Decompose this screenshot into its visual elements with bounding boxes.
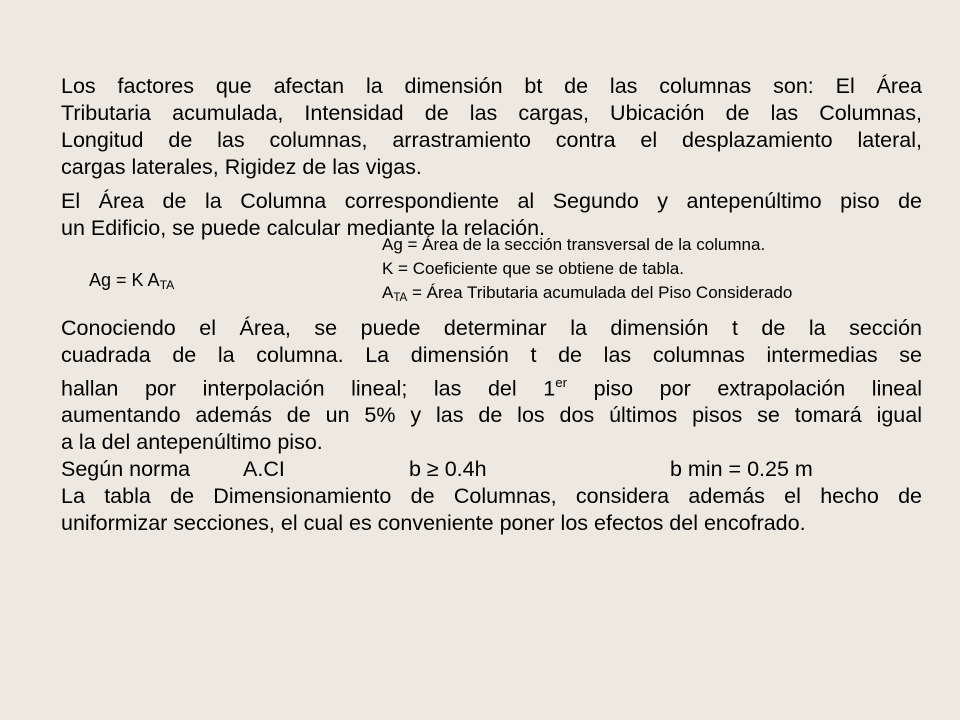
factors-paragraph [61,73,922,181]
definition-ag: Ag = Área de la sección transversal de la columna. [382,235,766,254]
norma-row [61,456,922,483]
norma-minimum: b min = 0.25 m [670,457,813,481]
area-formula [89,268,174,297]
factors-line-1: Los factores que afectan la dimensión bt de las columnas son: El Área [61,74,922,98]
factors-line-4: cargas laterales, Rigidez de las vigas. [61,155,422,179]
factors-line-2: Tributaria acumulada, Intensidad de las cargas, Ubicación de las Columnas, [61,101,922,125]
definition-ata [382,281,792,310]
dimension-line-4: aumentando además de un 5% y las de los dos últimos pisos se tomará igual [61,403,922,428]
dimension-line-1: Conociendo el Área, se puede determinar la dimensión t de la sección [61,316,922,340]
norma-code: A.CI [243,457,285,481]
table-line-1: La tabla de Dimensionamiento de Columnas, considera además el hecho de [61,484,922,508]
area-line-1: El Área de la Columna correspondiente al Segundo y antepenúltimo piso de [61,189,922,213]
dimension-line-5: a la del antepenúltimo piso. [61,430,323,455]
formula-main: Ag = K A [89,270,160,290]
definition-k: K = Coeficiente que se obtiene de tabla. [382,259,684,278]
definition-ata-text: = Área Tributaria acumulada del Piso Considerado [407,283,793,302]
definition-ata-symbol: A [382,283,394,302]
formula-subscript: TA [159,278,175,293]
definition-ata-subscript: TA [393,291,408,304]
norma-condition: b ≥ 0.4h [409,457,487,481]
dimension-line-3-end: piso por extrapolación lineal [567,376,922,401]
formula-definitions [382,233,792,310]
area-line-2: un Edificio, se puede calcular mediante la relación. [61,216,546,240]
dimension-line-2: cuadrada de la columna. La dimensión t de las columnas intermedias se [61,343,922,367]
dimension-line-3-start: hallan por interpolación lineal; las del 1 [61,376,556,401]
table-line-2: uniformizar secciones, el cual es conveniente poner los efectos del encofrado. [61,511,806,535]
factors-line-3: Longitud de las columnas, arrastramiento contra el desplazamiento lateral, [61,128,922,152]
norma-label: Según norma [61,457,191,481]
ordinal-superscript: er [555,375,568,390]
table-paragraph [61,483,922,537]
dimension-line-3 [61,369,922,402]
dimension-paragraph [61,315,922,456]
